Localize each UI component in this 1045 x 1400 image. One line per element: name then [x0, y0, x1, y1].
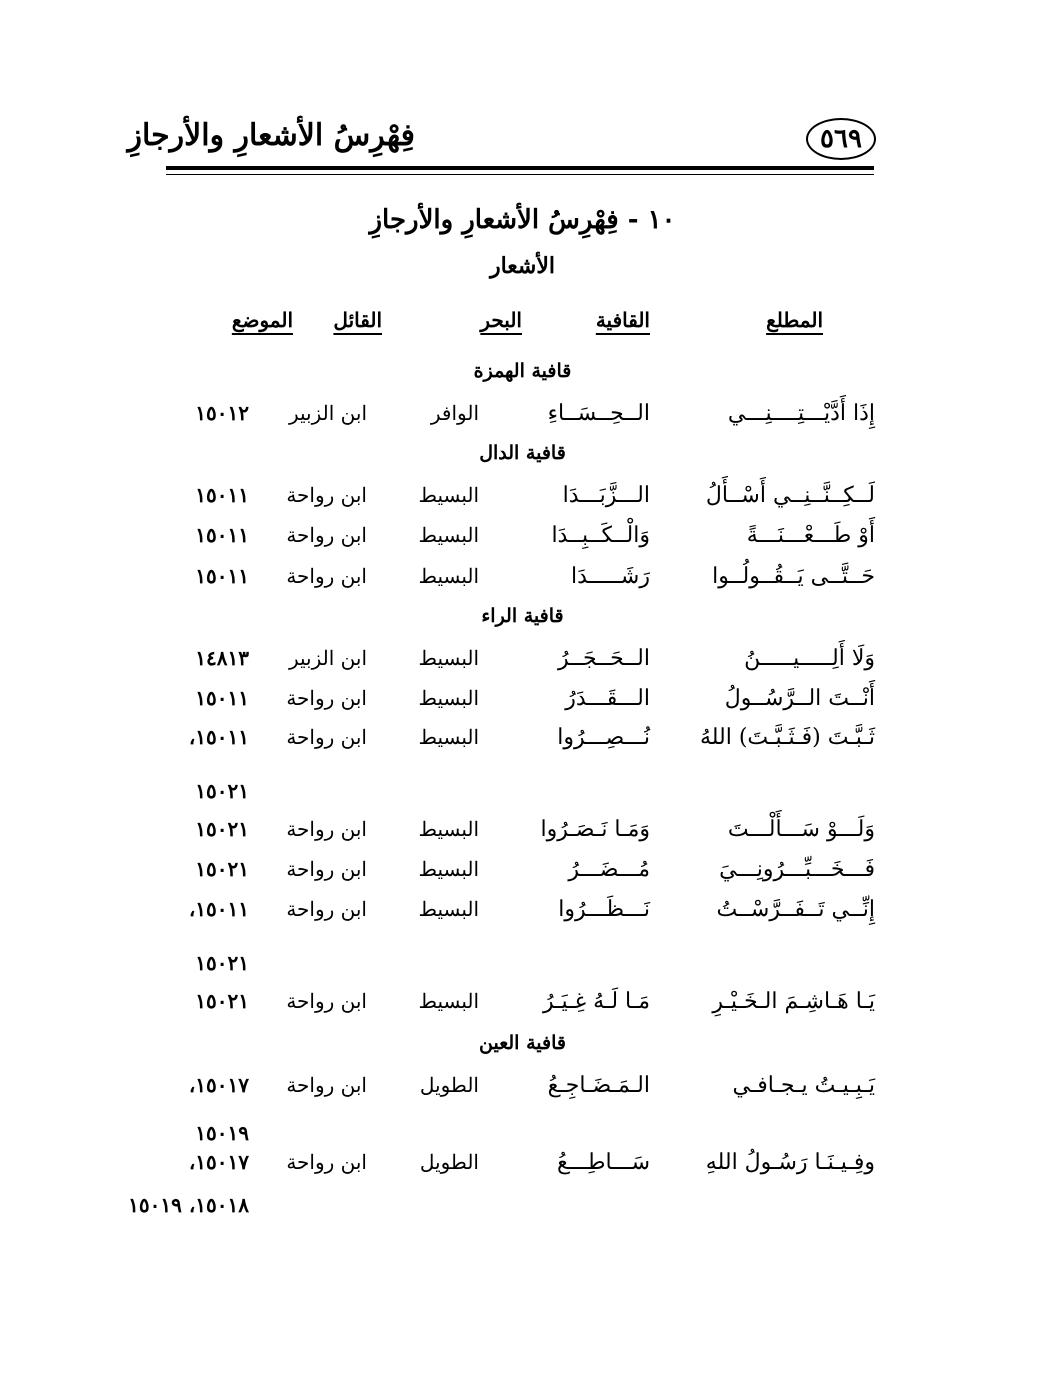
location-number: ١٥٠١١، — [188, 725, 249, 749]
meter-name: البسيط — [418, 686, 479, 710]
location-number: ١٥٠٢١ — [195, 989, 249, 1013]
poet-name: ابن رواحة — [286, 564, 367, 588]
meter-name: الطويل — [419, 1150, 479, 1174]
meter-name: البسيط — [418, 725, 479, 749]
section-heading: قافية الراء — [481, 605, 564, 627]
verse-opening: حَــتَّــى يَــقُــولُــوا — [712, 564, 875, 589]
verse-opening: يَـبِـيـتُ يـجـافـي — [732, 1073, 875, 1098]
index-title: ١٠ - فِهْرِسُ الأشعارِ والأرجازِ — [369, 205, 676, 235]
location-number: ١٥٠٢١ — [195, 817, 249, 841]
rhyme-word: سَـــاطِـــعُ — [556, 1150, 650, 1175]
poet-name: ابن رواحة — [286, 725, 367, 749]
verse-opening: وَلَا أَلِـــــيـــــنُ — [744, 646, 875, 671]
location-number: ١٥٠١٧، — [188, 1150, 249, 1174]
meter-name: البسيط — [418, 564, 479, 588]
verse-opening: ثَـبَّـتَ (فَـثَـبَّـتَ) اللهُ — [699, 725, 875, 750]
rhyme-word: نُـــصِـــرُوا — [557, 725, 650, 750]
section-heading: قافية الدال — [479, 442, 566, 464]
rhyme-word: مُـــضَـــرُ — [568, 857, 650, 882]
rhyme-word: الـــقَـــدَرُ — [565, 686, 650, 711]
column-header-location: الموضع — [231, 308, 293, 332]
verse-opening: أَنْــتَ الــرَّسُــولُ — [724, 686, 875, 711]
meter-name: البسيط — [418, 897, 479, 921]
section-heading: قافية العين — [479, 1032, 566, 1054]
verse-opening: إِذَا أَدَّيْـــتِــــنِـــي — [727, 401, 875, 426]
poet-name: ابن رواحة — [286, 686, 367, 710]
location-number: ١٥٠١١ — [195, 564, 249, 588]
location-number: ١٥٠٢١ — [195, 951, 249, 975]
meter-name: البسيط — [418, 483, 479, 507]
poet-name: ابن رواحة — [286, 817, 367, 841]
rhyme-word: رَشَـــــدَا — [571, 564, 650, 589]
poet-name: ابن رواحة — [286, 1073, 367, 1097]
location-number: ١٥٠٢١ — [195, 779, 249, 803]
rhyme-word: وَمَـا نَـصَـرُوا — [540, 817, 650, 842]
verse-opening: فَـــخَـــبِّـــرُونِـــيَ — [719, 857, 875, 882]
poet-name: ابن رواحة — [286, 989, 367, 1013]
location-number: ١٥٠١١، — [188, 897, 249, 921]
section-heading: قافية الهمزة — [473, 360, 572, 382]
location-number: ١٥٠١٩ — [195, 1121, 249, 1145]
meter-name: البسيط — [418, 817, 479, 841]
verse-opening: وفِـيـنَـا رَسُـولُ اللهِ — [705, 1150, 875, 1175]
poet-name: ابن رواحة — [286, 483, 367, 507]
meter-name: البسيط — [418, 989, 479, 1013]
location-number: ١٥٠١١ — [195, 523, 249, 547]
rhyme-word: وَالْــكَــبِــدَا — [551, 523, 650, 548]
location-number: ١٥٠٢١ — [195, 857, 249, 881]
location-number: ١٥٠١٨، ١٥٠١٩ — [128, 1193, 249, 1217]
rhyme-word: مَـا لَـهُ غِـيَـرُ — [542, 989, 650, 1014]
poet-name: ابن رواحة — [286, 1150, 367, 1174]
meter-name: الطويل — [419, 1073, 479, 1097]
meter-name: الوافر — [430, 401, 479, 425]
rhyme-word: الــحَــجَــرُ — [557, 646, 650, 671]
rhyme-word: الــحِــسَــاءِ — [547, 401, 650, 426]
location-number: ١٥٠١٢ — [195, 401, 249, 425]
meter-name: البسيط — [418, 857, 479, 881]
column-header-rhyme: القافية — [595, 308, 650, 332]
location-number: ١٤٨١٣ — [195, 646, 249, 670]
verse-opening: أَوْ طَـــعْـــنَـــةً — [746, 523, 875, 548]
meter-name: البسيط — [418, 646, 479, 670]
rhyme-word: الـــزَّبَـــدَا — [562, 483, 650, 508]
rhyme-word: الـمَـضَـاجِـعُ — [547, 1073, 650, 1098]
page-number: ٥٦٩ — [806, 118, 876, 160]
verse-opening: يَـا هَـاشِـمَ الـخَـيْـرِ — [712, 989, 875, 1014]
verse-opening: إِنِّــي تَــفَــرَّسْــتُ — [716, 897, 875, 922]
poet-name: ابن رواحة — [286, 523, 367, 547]
poet-name: ابن رواحة — [286, 857, 367, 881]
verse-opening: لَــكِــنَّــنِــي أَسْــأَلُ — [705, 483, 875, 508]
verse-opening: وَلَـــوْ سَـــأَلْـــتَ — [727, 817, 875, 842]
column-header-poet: القائل — [333, 308, 382, 332]
rhyme-word: نَـــظَـــرُوا — [558, 897, 650, 922]
poet-name: ابن الزبير — [288, 401, 367, 425]
location-number: ١٥٠١٧، — [188, 1073, 249, 1097]
index-subtitle: الأشعار — [489, 253, 556, 279]
column-header-meter: البحر — [480, 308, 522, 332]
location-number: ١٥٠١١ — [195, 686, 249, 710]
poet-name: ابن الزبير — [288, 646, 367, 670]
meter-name: البسيط — [418, 523, 479, 547]
running-title: فِهْرِسُ الأشعارِ والأرجازِ — [127, 118, 415, 153]
column-header-opening: المطلع — [766, 308, 823, 332]
location-number: ١٥٠١١ — [195, 483, 249, 507]
poet-name: ابن رواحة — [286, 897, 367, 921]
